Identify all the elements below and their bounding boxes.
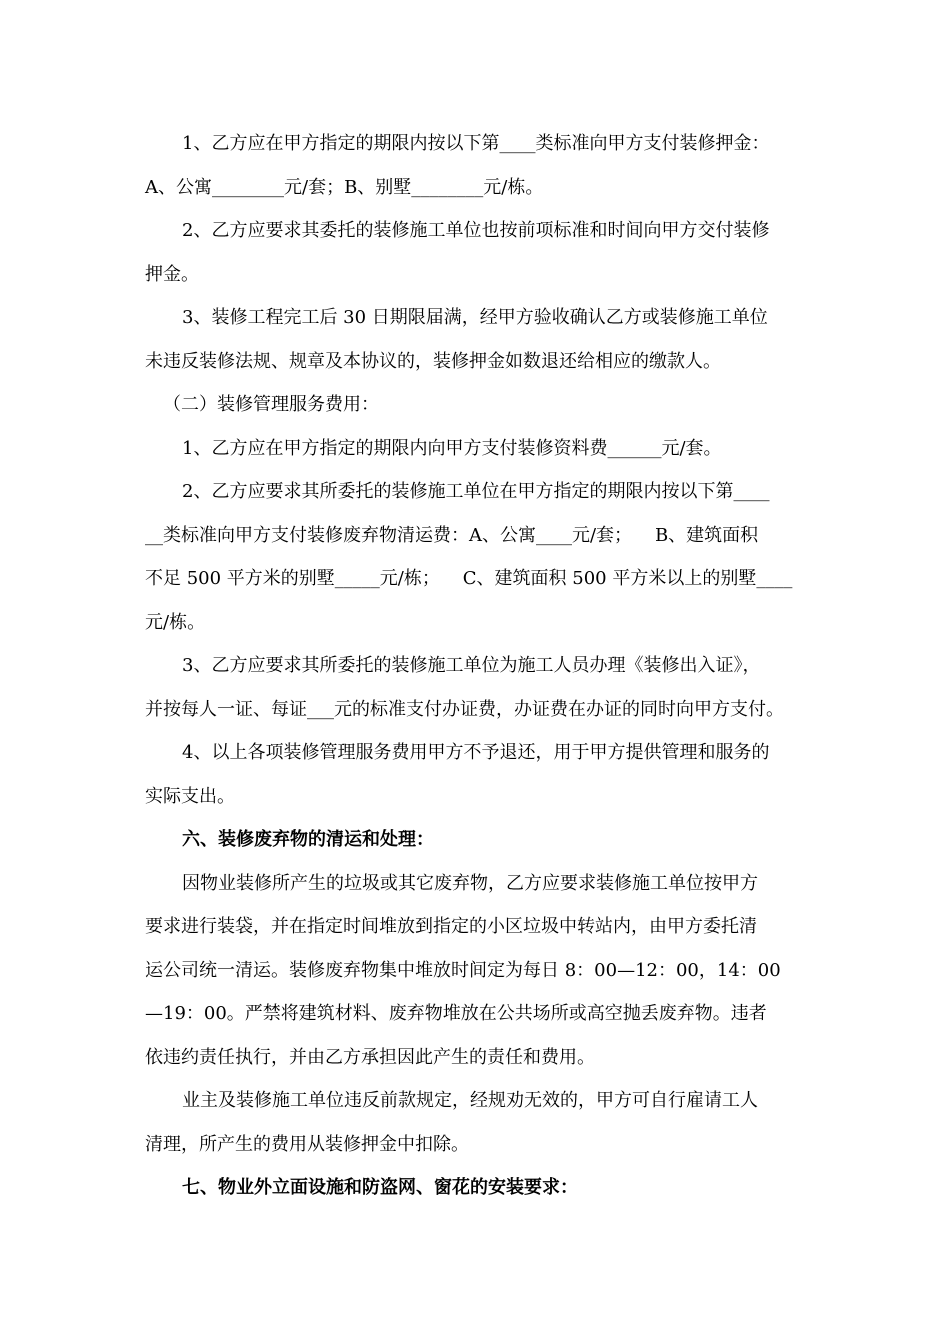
- paragraph-line: 3、乙方应要求其所委托的装修施工单位为施工人员办理《装修出入证》，: [182, 655, 761, 676]
- paragraph-line: 业主及装修施工单位违反前款规定，经规劝无效的，甲方可自行雇请工人: [182, 1090, 758, 1111]
- paragraph-line: 运公司统一清运。装修废弃物集中堆放时间定为每日 8：00—12：00，14：00: [145, 960, 781, 981]
- paragraph-line: 不足 500 平方米的别墅_____元/栋； C、建筑面积 500 平方米以上的别墅____: [145, 568, 793, 589]
- paragraph-line: 清理，所产生的费用从装修押金中扣除。: [145, 1134, 469, 1155]
- paragraph-line: 4、以上各项装修管理服务费用甲方不予退还，用于甲方提供管理和服务的: [182, 742, 770, 763]
- paragraph-line: 依违约责任执行，并由乙方承担因此产生的责任和费用。: [145, 1047, 595, 1068]
- paragraph-line: 要求进行装袋，并在指定时间堆放到指定的小区垃圾中转站内，由甲方委托清: [145, 916, 757, 937]
- paragraph-line: 1、乙方应在甲方指定的期限内按以下第____类标准向甲方支付装修押金：: [182, 133, 770, 154]
- paragraph-line: A、公寓________元/套；B、别墅________元/栋。: [145, 177, 544, 198]
- paragraph-line: 3、装修工程完工后 30 日期限届满，经甲方验收确认乙方或装修施工单位: [182, 307, 768, 328]
- paragraph-line: 押金。: [145, 264, 199, 285]
- paragraph-line: 2、乙方应要求其所委托的装修施工单位在甲方指定的期限内按以下第____: [182, 481, 770, 502]
- paragraph-line: __类标准向甲方支付装修废弃物清运费：A、公寓____元/套； B、建筑面积: [145, 525, 759, 546]
- paragraph-line: 元/栋。: [145, 612, 206, 633]
- paragraph-line: 2、乙方应要求其委托的装修施工单位也按前项标准和时间向甲方交付装修: [182, 220, 770, 241]
- section-heading: 六、装修废弃物的清运和处理：: [182, 829, 434, 850]
- paragraph-line: 未违反装修法规、规章及本协议的，装修押金如数退还给相应的缴款人。: [145, 351, 721, 372]
- section-heading: 七、物业外立面设施和防盗网、窗花的安装要求：: [182, 1177, 578, 1198]
- paragraph-line: —19：00。严禁将建筑材料、废弃物堆放在公共场所或高空抛丢废弃物。违者: [145, 1003, 767, 1024]
- paragraph-line: 1、乙方应在甲方指定的期限内向甲方支付装修资料费______元/套。: [182, 438, 722, 459]
- paragraph-line: 并按每人一证、每证___元的标准支付办证费，办证费在办证的同时向甲方支付。: [145, 699, 784, 720]
- section-subheading: （二）装修管理服务费用：: [163, 394, 379, 415]
- paragraph-line: 因物业装修所产生的垃圾或其它废弃物，乙方应要求装修施工单位按甲方: [182, 873, 758, 894]
- paragraph-line: 实际支出。: [145, 786, 235, 807]
